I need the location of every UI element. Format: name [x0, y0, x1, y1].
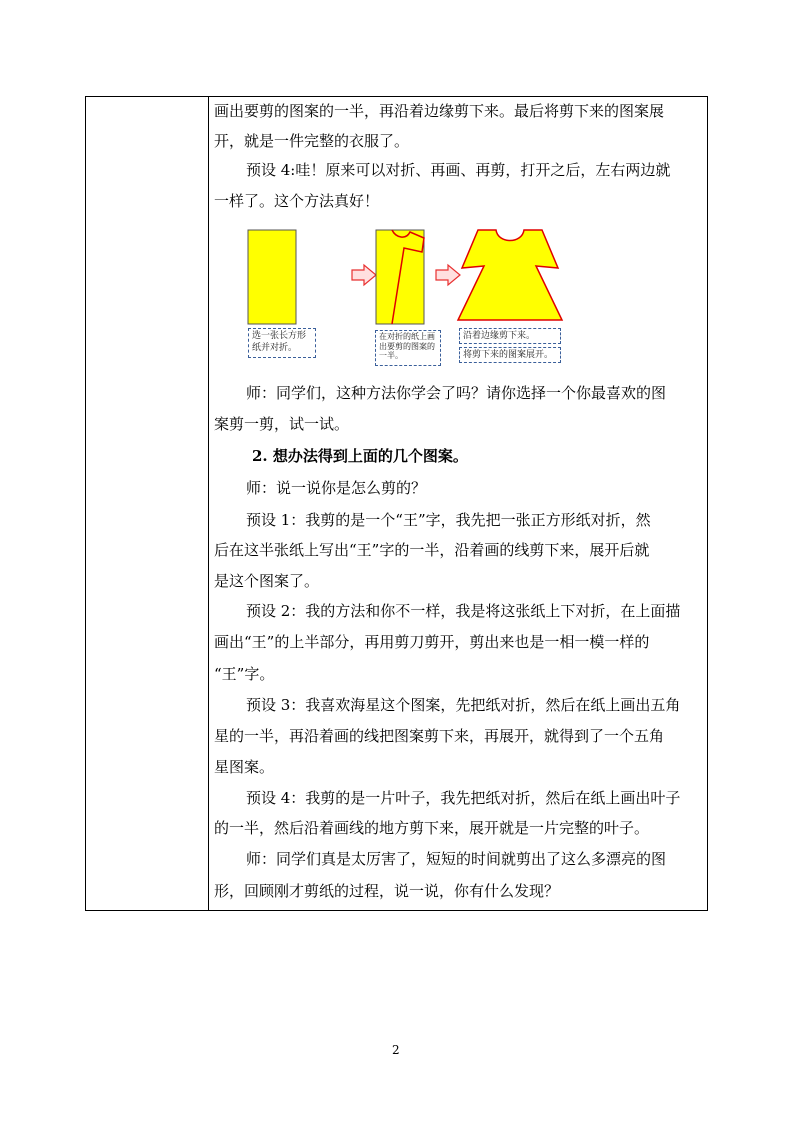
paragraph-line: 星的一半，再沿着画的线把图案剪下来，再展开，就得到了一个五角 — [214, 727, 665, 745]
arrow-right-icon — [352, 265, 376, 285]
paragraph-line: 师：同学们真是太厉害了，短短的时间就剪出了这么多漂亮的图 — [246, 850, 667, 868]
paper-cutting-illustration — [160, 226, 580, 366]
dress-shape — [458, 230, 562, 320]
paragraph-line: 一样了。这个方法真好！ — [214, 192, 380, 210]
caption-step-2: 在对折的纸上画出要剪的图案的一半。 — [375, 330, 441, 366]
paragraph-line: 预设 4：我剪的是一片叶子，我先把纸对折，然后在纸上画出叶子 — [246, 789, 681, 807]
paragraph-line: 预设 1：我剪的是一个“王”字，我先把一张正方形纸对折，然 — [246, 511, 651, 529]
column-divider — [208, 97, 209, 910]
caption-step-4: 将剪下来的图案展开。 — [459, 347, 561, 363]
paragraph-line: 星图案。 — [214, 758, 275, 776]
paragraph-line: 画出“王”的上半部分，再用剪刀剪开，剪出来也是一相一模一样的 — [214, 633, 650, 651]
folded-paper-shape — [248, 230, 296, 324]
lesson-table — [85, 96, 708, 911]
paragraph-line: 师：说一说你是怎么剪的？ — [246, 479, 427, 497]
section-heading: 2. 想办法得到上面的几个图案。 — [252, 447, 468, 465]
paragraph-line: 案剪一剪，试一试。 — [214, 415, 350, 433]
paragraph-line: 开，就是一件完整的衣服了。 — [214, 132, 410, 150]
caption-step-3: 沿着边缘剪下来。 — [459, 328, 561, 344]
paragraph-line: 预设 2：我的方法和你不一样，我是将这张纸上下对折，在上面描 — [246, 602, 681, 620]
paragraph-line: 师：同学们，这种方法你学会了吗？请你选择一个你最喜欢的图 — [246, 384, 667, 402]
paragraph-line: 预设 4:哇！原来可以对折、再画、再剪，打开之后，左右两边就 — [246, 161, 671, 179]
caption-step-1: 选一张长方形纸并对折。 — [248, 328, 316, 358]
paragraph-line: 的一半，然后沿着画线的地方剪下来，展开就是一片完整的叶子。 — [214, 819, 650, 837]
paragraph-line: 画出要剪的图案的一半，再沿着边缘剪下来。最后将剪下来的图案展 — [214, 102, 665, 120]
page-number: 2 — [392, 1043, 400, 1057]
paragraph-line: 后在这半张纸上写出“王”字的一半，沿着画的线剪下来，展开后就 — [214, 541, 650, 559]
paragraph-line: 预设 3：我喜欢海星这个图案，先把纸对折，然后在纸上画出五角 — [246, 696, 681, 714]
paper-cutting-figure — [160, 226, 580, 366]
paragraph-line: 是这个图案了。 — [214, 572, 320, 590]
paragraph-line: 形，回顾刚才剪纸的过程，说一说，你有什么发现？ — [214, 882, 560, 900]
arrow-right-icon — [436, 265, 460, 285]
paragraph-line: “王”字。 — [214, 665, 275, 683]
